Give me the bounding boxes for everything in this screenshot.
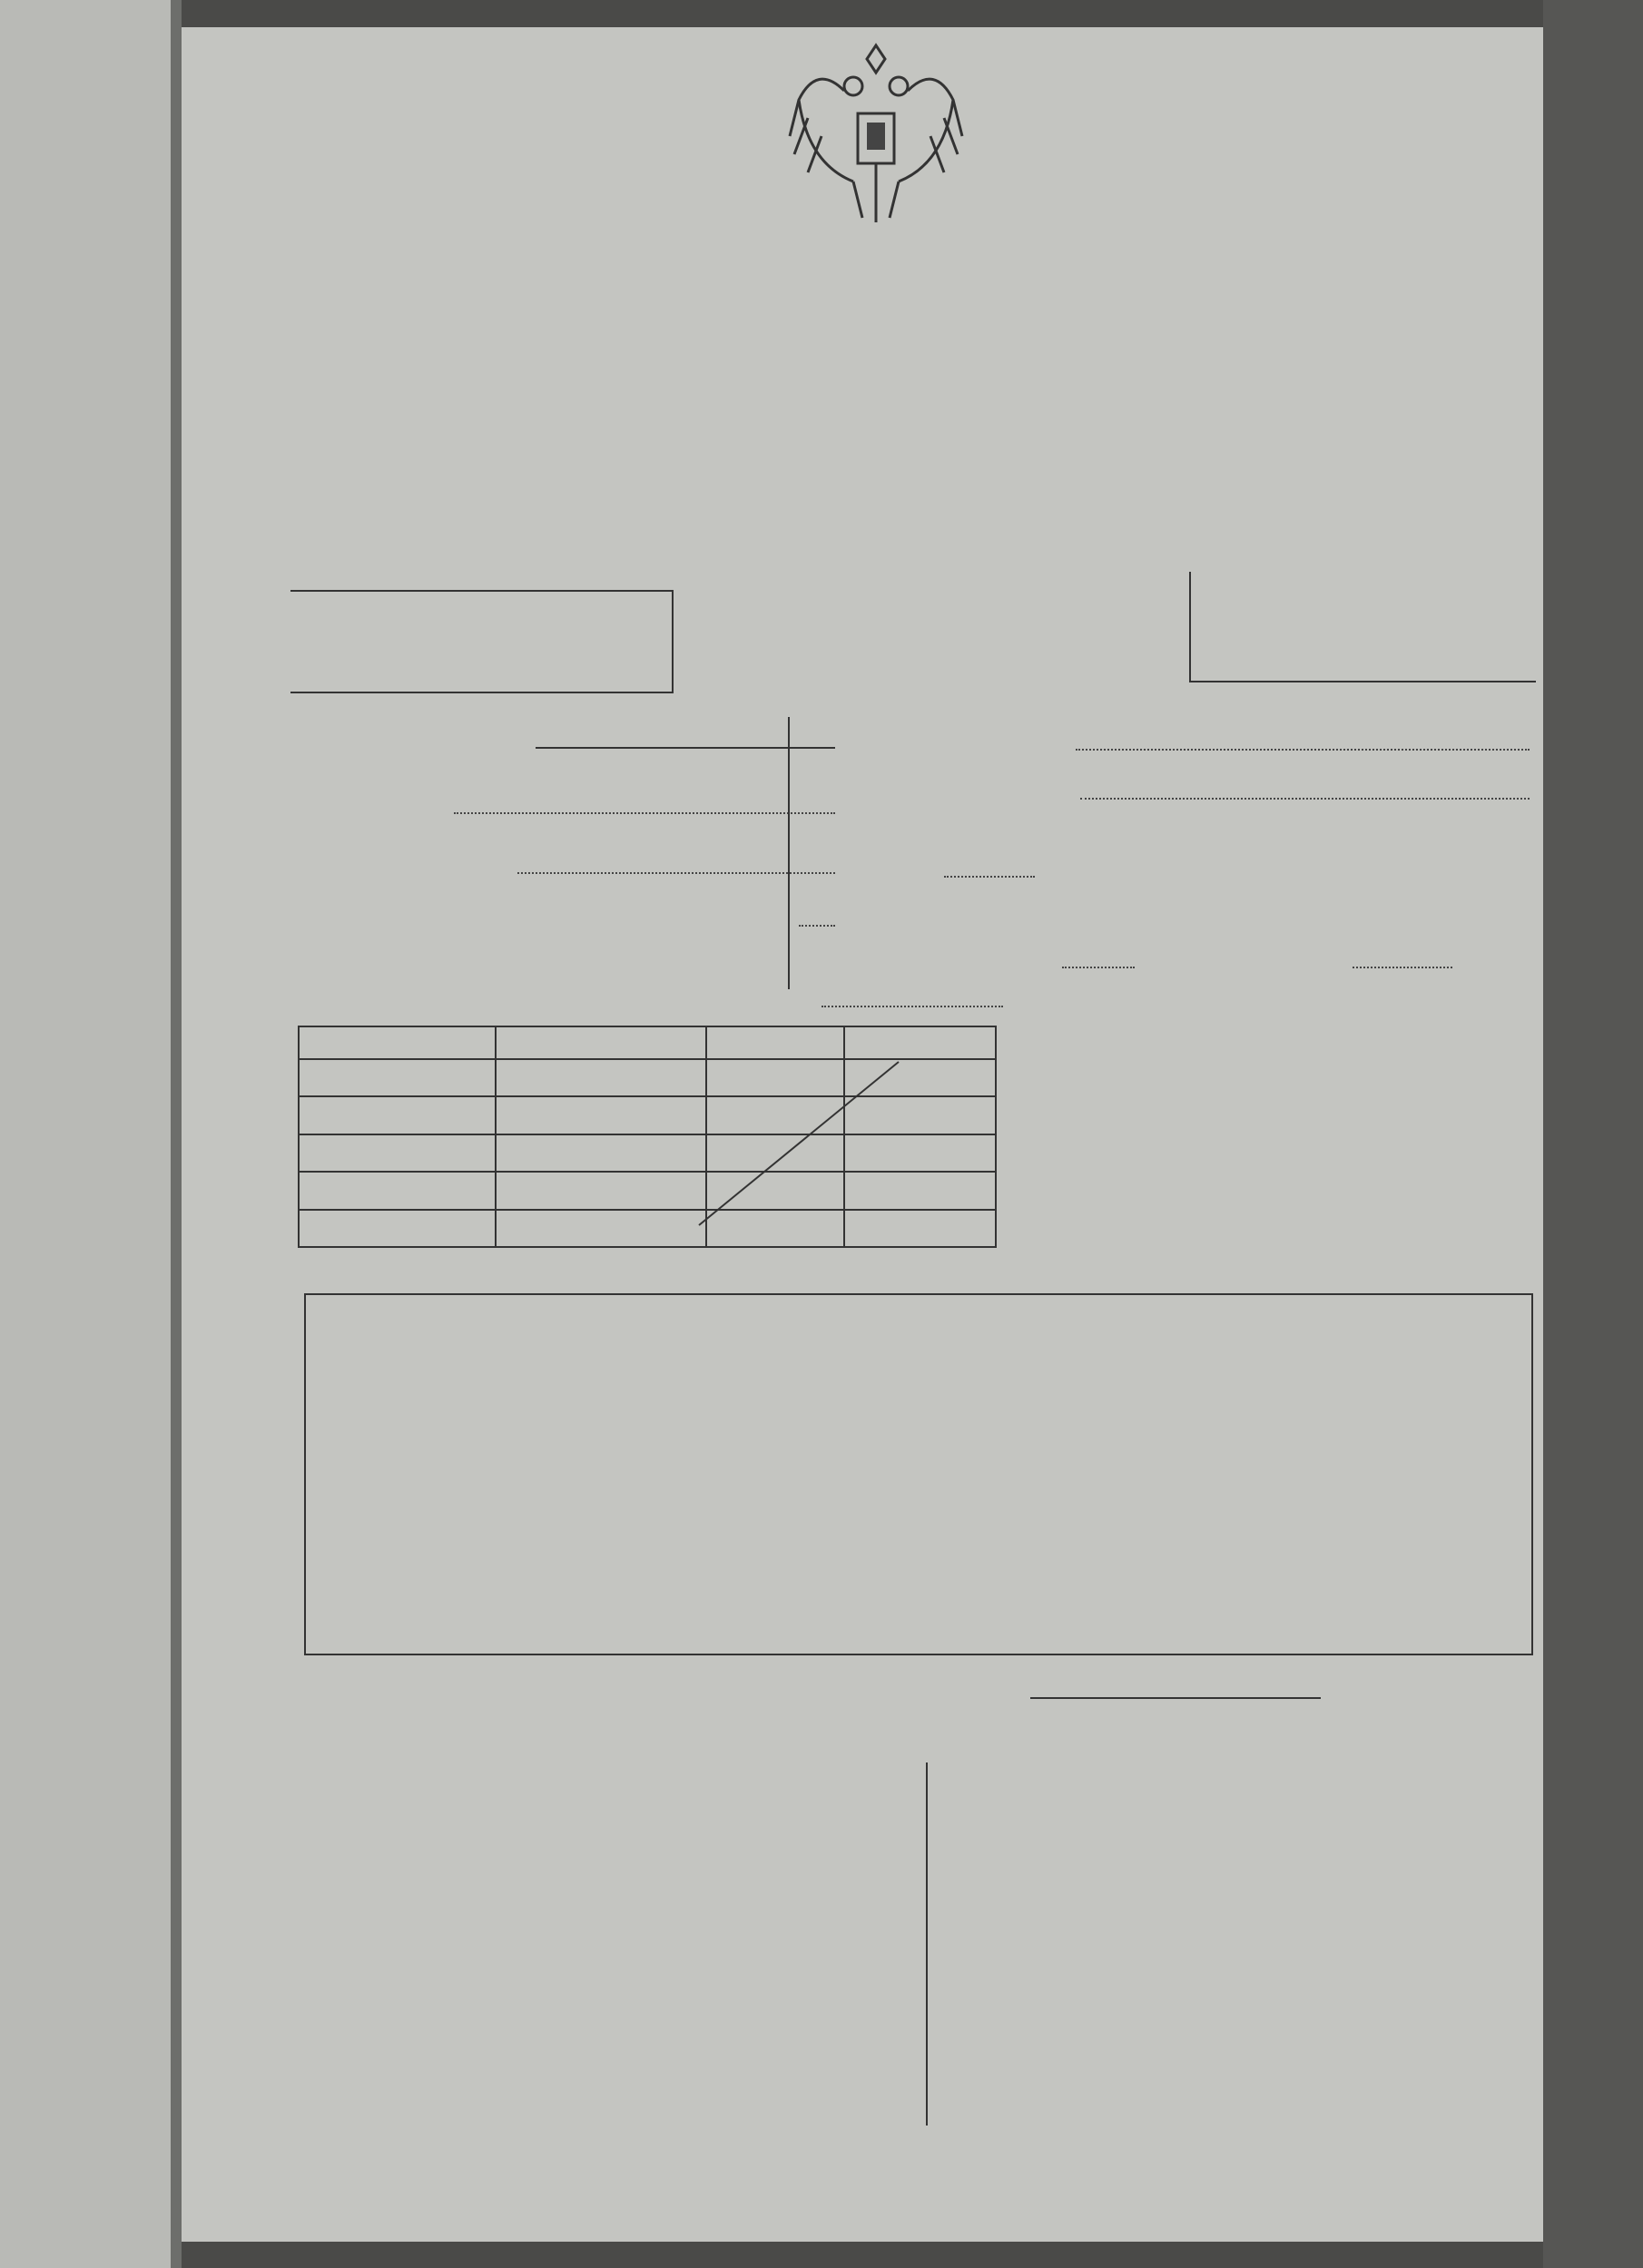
census-sheet — [182, 27, 1543, 2242]
row-3 — [299, 1134, 496, 1172]
imperial-eagle-emblem — [781, 36, 971, 227]
strike-through-mark — [690, 1053, 908, 1234]
row-2 — [299, 1096, 496, 1134]
left-facing-page — [0, 0, 171, 2268]
col-material — [299, 1026, 496, 1059]
col-roof — [496, 1026, 706, 1059]
count-table — [304, 1293, 1533, 1655]
row-5 — [299, 1210, 496, 1247]
row-1 — [299, 1059, 496, 1096]
buildings-note — [1039, 1021, 1534, 1044]
gubernia-box — [290, 590, 674, 693]
scan-background — [1543, 0, 1643, 2268]
address-right — [817, 694, 1534, 985]
row-4 — [299, 1172, 496, 1209]
page-gutter — [171, 0, 182, 2268]
uezd-box — [1189, 572, 1536, 682]
address-divider — [788, 717, 790, 989]
address-left — [290, 712, 835, 948]
